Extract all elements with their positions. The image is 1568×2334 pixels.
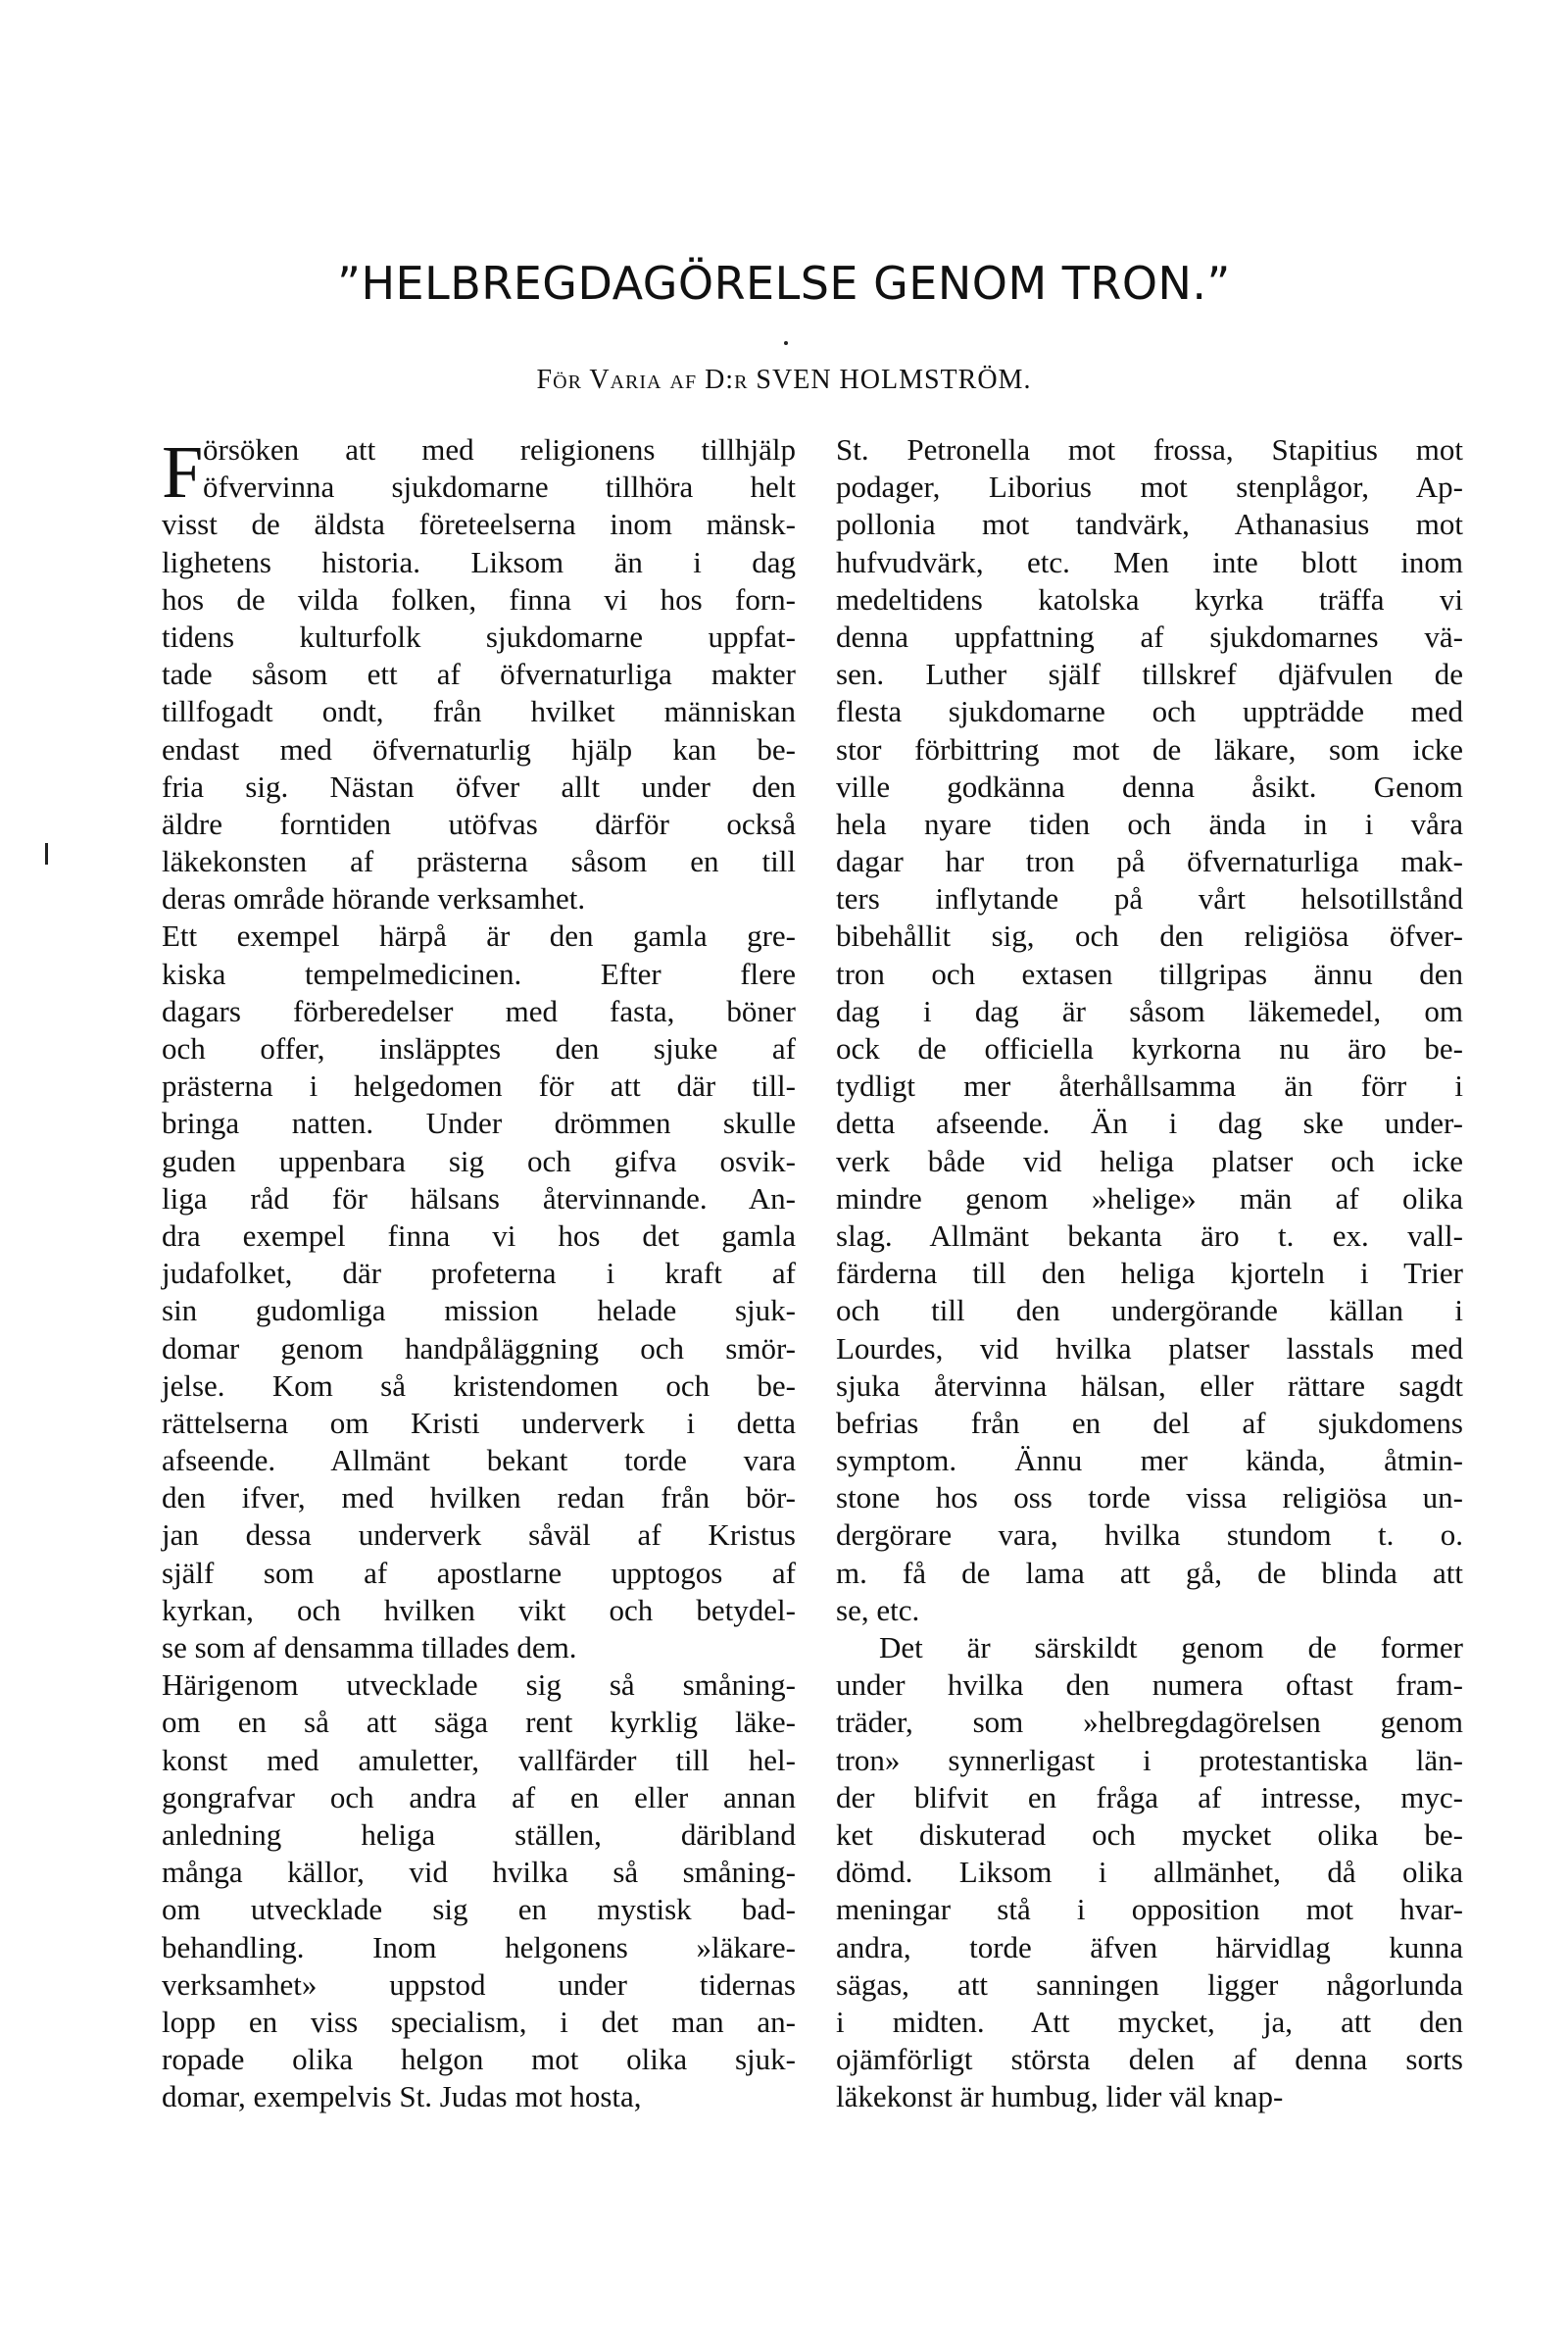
text-line: själf som af apostlarne upptogos af (162, 1555, 796, 1590)
text-line: ters inflytande på vårt helsotillstånd (836, 881, 1463, 917)
text-line: der blifvit en fråga af intresse, myc- (836, 1779, 1463, 1814)
text-line: Det är särskildt genom de former (879, 1630, 1463, 1664)
text-line: endast med öfvernaturlig hjälp kan be- (162, 731, 796, 767)
text-line: pollonia mot tandvärk, Athanasius mot (836, 507, 1463, 542)
text-line: Lourdes, vid hvilka platser lasstals med (836, 1330, 1463, 1366)
text-line: meningar stå i opposition mot hvar- (836, 1892, 1463, 1927)
text-line: och offer, insläpptes den sjuke af (162, 1031, 796, 1066)
text-line: tade såsom ett af öfvernaturliga makter (162, 657, 796, 692)
text-line: under hvilka den numera oftast fram- (836, 1667, 1463, 1703)
text-line: tydligt mer återhållsamma än förr i (836, 1068, 1463, 1104)
text-line: jelse. Kom så kristendomen och be- (162, 1367, 796, 1403)
text-line: slag. Allmänt bekanta äro t. ex. vall- (836, 1217, 1463, 1253)
text-line: se, etc. (836, 1592, 920, 1627)
text-line: denna uppfattning af sjukdomarnes vä- (836, 619, 1463, 654)
text-line: ropade olika helgon mot olika sjuk- (162, 2042, 796, 2077)
text-line: andra, torde äfven härvidlag kunna (836, 1929, 1463, 1964)
text-line: äldre forntiden utöfvas därför också (162, 806, 796, 841)
text-line: rättelserna om Kristi underverk i detta (162, 1405, 796, 1440)
text-line: träder, som »helbregdagörelsen genom (836, 1705, 1463, 1740)
text-line: läkekonsten af prästerna såsom en till (162, 844, 796, 879)
text-line: domar genom handpåläggning och smör- (162, 1330, 796, 1366)
text-line: lopp en viss specialism, i det man an- (162, 2004, 796, 2039)
text-line: flesta sjukdomarne och uppträdde med (836, 694, 1463, 729)
print-speck (784, 341, 788, 345)
text-line: symptom. Ännu mer kända, åtmin- (836, 1443, 1463, 1478)
text-line: kiska tempelmedicinen. Efter flere (162, 956, 796, 991)
margin-mark (45, 843, 48, 865)
byline-author: SVEN HOLMSTRÖM. (756, 365, 1032, 395)
text-line: se som af densamma tillades dem. (162, 1630, 577, 1664)
text-line: dag i dag är såsom läkemedel, om (836, 993, 1463, 1028)
text-line: ojämförligt största delen af denna sorts (836, 2042, 1463, 2077)
text-line: detta afseende. Än i dag ske under- (836, 1106, 1463, 1141)
text-line: den ifver, med hvilken redan från bör- (162, 1480, 796, 1515)
text-line: hela nyare tiden och ända in i våra (836, 806, 1463, 841)
left-column (162, 431, 796, 2115)
text-line: dagar har tron på öfvernaturliga mak- (836, 844, 1463, 879)
text-line: tron och extasen tillgripas ännu den (836, 956, 1463, 991)
text-line: liga råd för hälsans återvinnande. An- (162, 1180, 796, 1216)
text-line: fria sig. Nästan öfver allt under den (162, 769, 796, 804)
text-line: kyrkan, och hvilken vikt och betydel- (162, 1592, 796, 1627)
text-line: judafolket, där profeterna i kraft af (162, 1256, 796, 1291)
right-column (836, 431, 1463, 2115)
text-line: visst de äldsta företeelserna inom mänsk- (162, 507, 796, 542)
text-line: tillfogadt ondt, från hvilket människan (162, 694, 796, 729)
text-line: jan dessa underverk såväl af Kristus (162, 1517, 796, 1553)
text-line: dömd. Liksom i allmänhet, då olika (836, 1855, 1463, 1890)
text-line: ock de officiella kyrkorna nu äro be- (836, 1031, 1463, 1066)
text-line: medeltidens katolska kyrka träffa vi (836, 581, 1463, 617)
text-line: sen. Luther själf tillskref djäfvulen de (836, 657, 1463, 692)
text-line: läkekonst är humbug, lider väl knap- (836, 2079, 1284, 2114)
text-line: m. få de lama att gå, de blinda att (836, 1555, 1463, 1590)
text-line: afseende. Allmänt bekant torde vara (162, 1443, 796, 1478)
text-line: St. Petronella mot frossa, Stapitius mot (836, 432, 1463, 467)
text-line: ville godkänna denna åsikt. Genom (836, 769, 1463, 804)
text-line: många källor, vid hvilka så småning- (162, 1855, 796, 1890)
text-line: mindre genom »helige» män af olika (836, 1180, 1463, 1216)
text-line: färderna till den heliga kjorteln i Trier (836, 1256, 1463, 1291)
text-line: tidens kulturfolk sjukdomarne uppfat- (162, 619, 796, 654)
text-line: ket diskuterad och mycket olika be- (836, 1816, 1463, 1852)
text-line: domar, exempelvis St. Judas mot hosta, (162, 2079, 642, 2114)
text-line: lighetens historia. Liksom än i dag (162, 544, 796, 579)
text-line: sjuka återvinna hälsan, eller rättare sagdt (836, 1367, 1463, 1403)
article-byline (0, 365, 1568, 396)
text-line: i midten. Att mycket, ja, att den (836, 2004, 1463, 2039)
text-line: bringa natten. Under drömmen skulle (162, 1106, 796, 1141)
text-line: verksamhet» uppstod under tidernas (162, 1966, 796, 2002)
text-line: konst med amuletter, vallfärder till hel- (162, 1742, 796, 1777)
text-line: hos de vilda folken, finna vi hos forn- (162, 581, 796, 617)
text-line: sägas, att sanningen ligger någorlunda (836, 1966, 1463, 2002)
text-line: dergörare vara, hvilka stundom t. o. (836, 1517, 1463, 1553)
drop-cap-letter: F (162, 431, 204, 514)
text-line: bibehållit sig, och den religiösa öfver- (836, 919, 1463, 954)
text-line: anledning heliga ställen, däribland (162, 1816, 796, 1852)
text-line: Härigenom utvecklade sig så småning- (162, 1667, 796, 1703)
text-line: Ett exempel härpå är den gamla gre- (162, 919, 796, 954)
article-title: ”HELBREGDAGÖRELSE GENOM TRON.” (337, 257, 1231, 310)
text-line: behandling. Inom helgonens »läkare- (162, 1929, 796, 1964)
text-line: dra exempel finna vi hos det gamla (162, 1217, 796, 1253)
text-line: om utvecklade sig en mystisk bad- (162, 1892, 796, 1927)
text-line: och till den undergörande källan i (836, 1293, 1463, 1328)
text-line: tron» synnerligast i protestantiska län- (836, 1742, 1463, 1777)
byline-prefix: För Varia af D:r (536, 365, 749, 395)
text-line: dagars förberedelser med fasta, böner (162, 993, 796, 1028)
text-line: stor förbittring mot de läkare, som icke (836, 731, 1463, 767)
text-line: öfvervinna sjukdomarne tillhöra helt (203, 470, 796, 505)
text-line: örsöken att med religionens tillhjälp (203, 432, 796, 467)
text-line: gongrafvar och andra af en eller annan (162, 1779, 796, 1814)
text-line: sin gudomliga mission helade sjuk- (162, 1293, 796, 1328)
text-line: verk både vid heliga platser och icke (836, 1143, 1463, 1178)
text-line: deras område hörande verksamhet. (162, 881, 586, 917)
text-line: om en så att säga rent kyrklig läke- (162, 1705, 796, 1740)
text-line: befrias från en del af sjukdomens (836, 1405, 1463, 1440)
text-line: hufvudvärk, etc. Men inte blott inom (836, 544, 1463, 579)
text-line: stone hos oss torde vissa religiösa un- (836, 1480, 1463, 1515)
text-line: podager, Liborius mot stenplågor, Ap- (836, 470, 1463, 505)
text-line: prästerna i helgedomen för att där till- (162, 1068, 796, 1104)
text-line: guden uppenbara sig och gifva osvik- (162, 1143, 796, 1178)
